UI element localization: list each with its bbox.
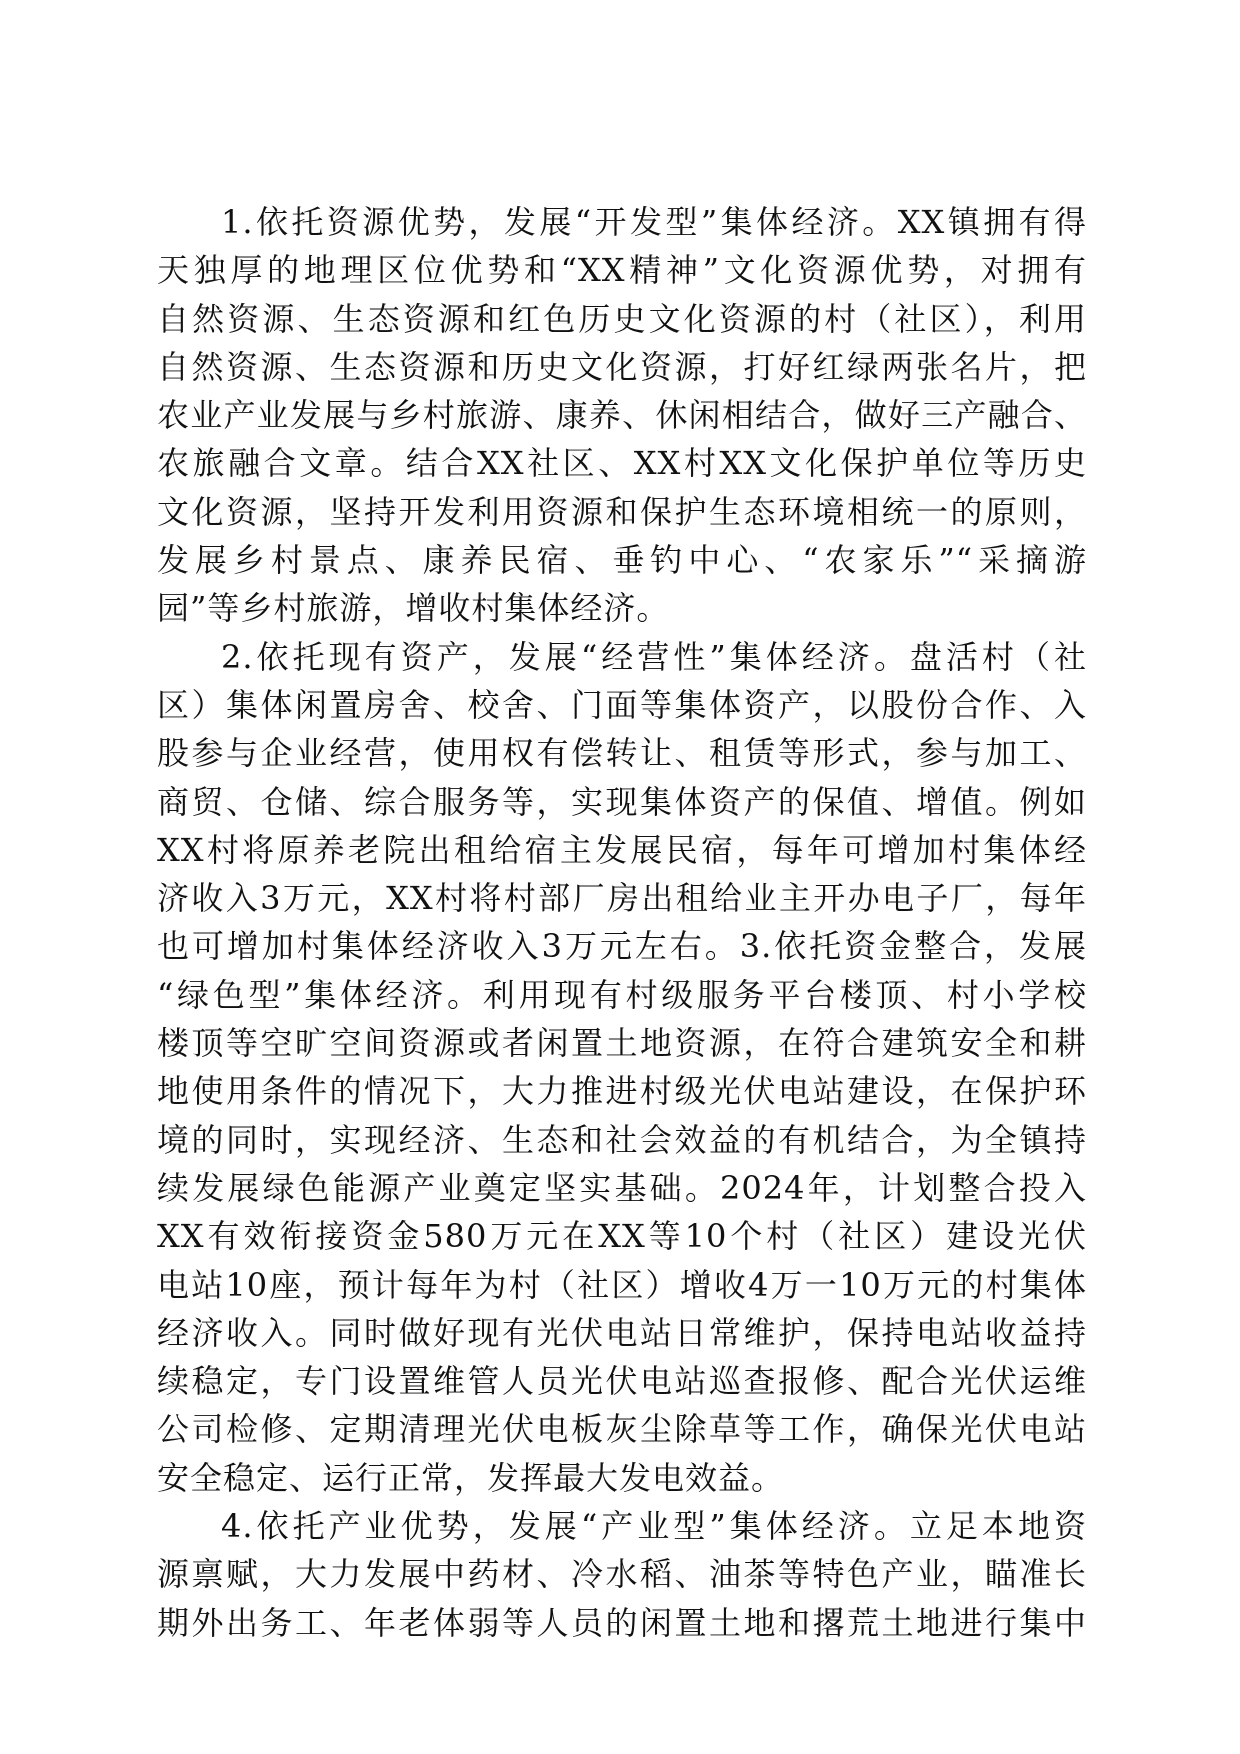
paragraph-2-line-1: 2.依托现有资产，发展“经营性”集体经济。盘活村（社 [221, 637, 1087, 676]
paragraph-2-line-9: 楼顶等空旷空间资源或者闲置土地资源，在符合建筑安全和耕 [157, 1024, 1087, 1063]
document-body [157, 198, 1087, 1647]
paragraph-2-line-18: 安全稳定、运行正常，发挥最大发电效益。 [157, 1458, 785, 1497]
paragraph-1-line-4: 自然资源、生态资源和历史文化资源，打好红绿两张名片，把 [157, 347, 1087, 386]
paragraph-2-line-16: 续稳定，专门设置维管人员光伏电站巡查报修、配合光伏运维 [157, 1362, 1087, 1401]
paragraph-1-line-5: 农业产业发展与乡村旅游、康养、休闲相结合，做好三产融合、 [157, 396, 1087, 435]
paragraph-2-line-4: 商贸、仓储、综合服务等，实现集体资产的保值、增值。例如 [157, 782, 1087, 821]
paragraph-1-line-9: 园”等乡村旅游，增收村集体经济。 [157, 589, 670, 628]
paragraph-1-line-6: 农旅融合文章。结合XX社区、XX村XX文化保护单位等历史 [157, 444, 1087, 483]
paragraph-1-line-1: 1.依托资源优势，发展“开发型”集体经济。XX镇拥有得 [221, 203, 1087, 241]
paragraph-2-line-11: 境的同时，实现经济、生态和社会效益的有机结合，为全镇持 [157, 1120, 1087, 1159]
paragraph-2-line-14: 电站10座，预计每年为村（社区）增收4万一10万元的村集体 [157, 1265, 1087, 1304]
paragraph-2-line-15: 经济收入。同时做好现有光伏电站日常维护，保持电站收益持 [157, 1313, 1087, 1352]
paragraph-2-line-8: “绿色型”集体经济。利用现有村级服务平台楼顶、村小学校 [157, 975, 1087, 1014]
paragraph-2-line-7: 也可增加村集体经济收入3万元左右。3.依托资金整合，发展 [157, 927, 1087, 966]
paragraph-2-line-5: XX村将原养老院出租给宿主发展民宿，每年可增加村集体经 [157, 830, 1087, 869]
paragraph-3-line-3: 期外出务工、年老体弱等人员的闲置土地和撂荒土地进行集中 [157, 1603, 1087, 1642]
paragraph-1-line-8: 发展乡村景点、康养民宿、垂钓中心、“农家乐”“采摘游 [157, 541, 1087, 580]
paragraph-2-line-17: 公司检修、定期清理光伏电板灰尘除草等工作，确保光伏电站 [157, 1410, 1087, 1449]
paragraph-2-line-6: 济收入3万元，XX村将村部厂房出租给业主开办电子厂，每年 [157, 879, 1087, 918]
paragraph-3-line-1: 4.依托产业优势，发展“产业型”集体经济。立足本地资 [221, 1507, 1087, 1546]
paragraph-2-line-13: XX有效衔接资金580万元在XX等10个村（社区）建设光伏 [157, 1217, 1087, 1256]
paragraph-1-line-3: 自然资源、生态资源和红色历史文化资源的村（社区），利用 [157, 299, 1087, 338]
paragraph-2-line-10: 地使用条件的情况下，大力推进村级光伏电站建设，在保护环 [157, 1072, 1087, 1111]
paragraph-2-line-12: 续发展绿色能源产业奠定坚实基础。2024年，计划整合投入 [157, 1168, 1087, 1207]
paragraph-3-line-2: 源禀赋，大力发展中药材、冷水稻、油茶等特色产业，瞄准长 [157, 1555, 1087, 1594]
paragraph-2-line-2: 区）集体闲置房舍、校舍、门面等集体资产，以股份合作、入 [157, 685, 1087, 724]
paragraph-1-line-2: 天独厚的地理区位优势和“XX精神”文化资源优势，对拥有 [157, 251, 1087, 290]
paragraph-1-line-7: 文化资源，坚持开发利用资源和保护生态环境相统一的原则， [157, 492, 1087, 531]
paragraph-2-line-3: 股参与企业经营，使用权有偿转让、租赁等形式，参与加工、 [157, 734, 1087, 773]
